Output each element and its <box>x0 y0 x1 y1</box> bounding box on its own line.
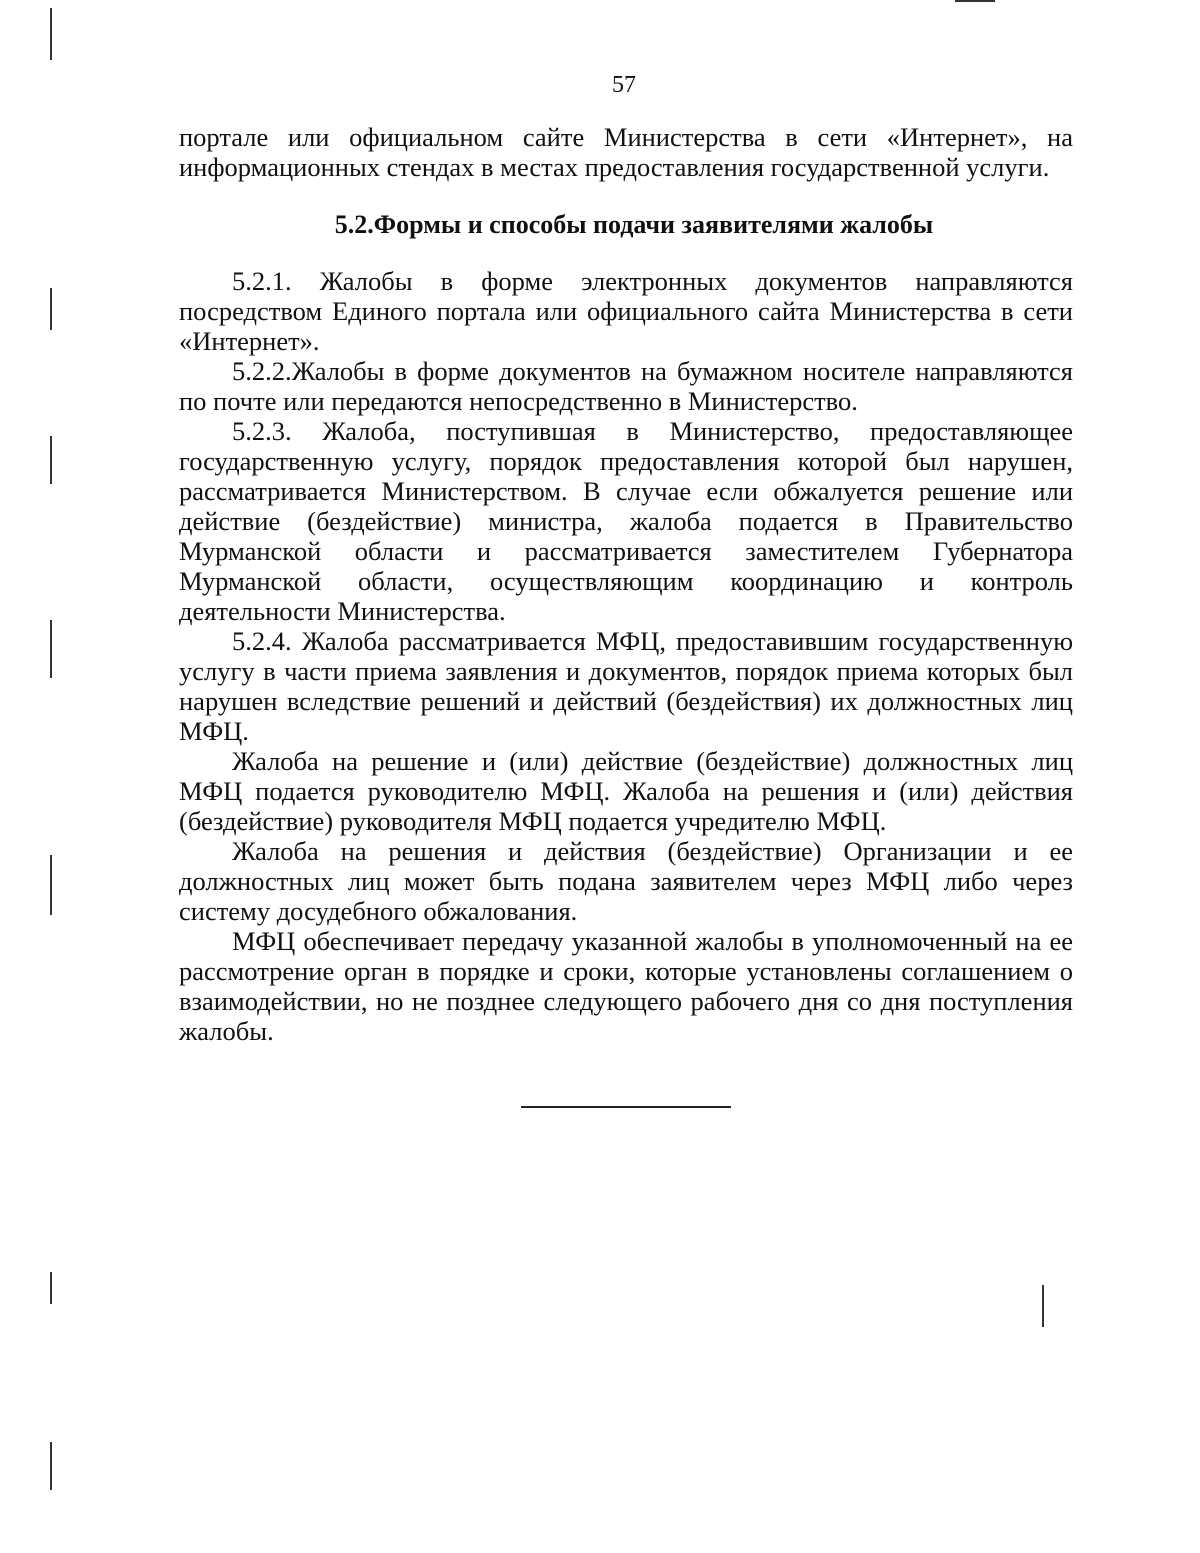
scan-margin-mark <box>955 0 995 2</box>
paragraph-5-2-3: 5.2.3. Жалоба, поступившая в Министерство, предоставляющее государственную услугу, порядок предоставления которой был нарушен, рассматривается Министерством. В случае если обжалуется решение или действие (бездействие) министра, жалоба подается в Правительство Мурманской области и рассматривается заместителем Губернатора Мурманской области, осуществляющим координацию и контроль деятельности Министерства. <box>179 416 1073 626</box>
section-heading: 5.2.Формы и способы подачи заявителями жалобы <box>334 210 934 239</box>
scan-margin-mark <box>50 1442 52 1490</box>
scan-margin-mark <box>50 1272 52 1304</box>
paragraph-5-2-2: 5.2.2.Жалобы в форме документов на бумажном носителе направляются по почте или передаются непосредственно в Министерство. <box>179 356 1073 416</box>
scan-margin-mark <box>1042 1285 1044 1327</box>
scan-margin-mark <box>50 436 52 484</box>
end-of-text-rule <box>521 1106 731 1108</box>
scan-margin-mark <box>50 8 52 60</box>
paragraph-organization: Жалоба на решения и действия (бездействие) Организации и ее должностных лиц может быть подана заявителем через МФЦ либо через систему досудебного обжалования. <box>179 836 1073 926</box>
intro-paragraph: портале или официальном сайте Министерства в сети «Интернет», на информационных стендах в местах предоставления государственной услуги. <box>179 122 1073 182</box>
scan-margin-mark <box>50 288 52 330</box>
paragraph-mfc-head: Жалоба на решение и (или) действие (бездействие) должностных лиц МФЦ подается руководителю МФЦ. Жалоба на решения и (или) действия (бездействие) руководителя МФЦ подается учредителю МФЦ. <box>179 746 1073 836</box>
paragraph-mfc-transfer: МФЦ обеспечивает передачу указанной жалобы в уполномоченный на ее рассмотрение орган в порядке и сроки, которые установлены соглашением о взаимодействии, но не позднее следующего рабочего дня со дня поступления жалобы. <box>179 926 1073 1046</box>
page-number: 57 <box>612 72 636 98</box>
scan-margin-mark <box>50 620 52 678</box>
paragraph-5-2-4: 5.2.4. Жалоба рассматривается МФЦ, предоставившим государственную услугу в части приема заявления и документов, порядок приема которых был нарушен вследствие решений и действий (бездействия) их должностных лиц МФЦ. <box>179 626 1073 746</box>
document-body <box>179 122 1073 1046</box>
paragraph-5-2-1: 5.2.1. Жалобы в форме электронных документов направляются посредством Единого портала или официального сайта Министерства в сети «Интернет». <box>179 266 1073 356</box>
scan-margin-mark <box>50 855 52 915</box>
